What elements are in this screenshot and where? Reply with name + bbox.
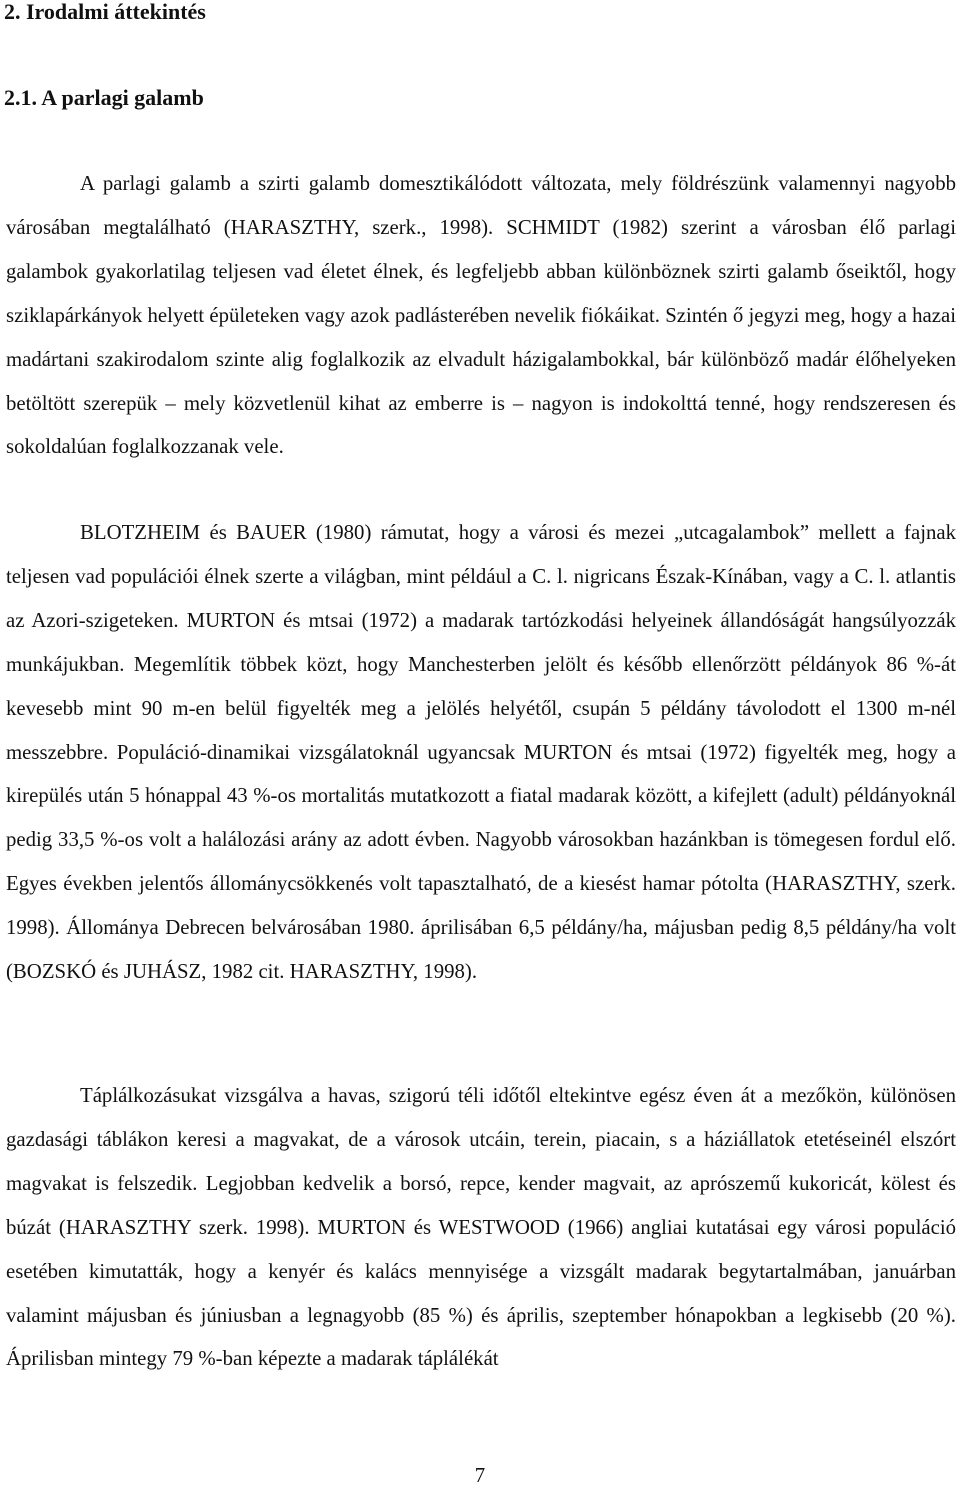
paragraph-feeding: Táplálkozásukat vizsgálva a havas, szigorú téli időtől eltekintve egész éven át a mezőkön, különösen gazdasági táblákon keresi a magvakat, de a városok utcáin, terein, piacain, s a háziállatok etetéseinél elszórt magvakat is felszedik. Legjobban kedvelik a borsó, repce, kender magvait, az aprószemű kukoricát, kölest és búzát (HARASZTHY szerk. 1998). MURTON és WESTWOOD (1966) angliai kutatásai egy városi populáció esetében kimutatták, hogy a kenyér és kalács mennyisége a vizsgált madarak begytartalmában, januárban valamint májusban és júniusban a legnagyobb (85 %) és április, szeptember hónapokban a legkisebb (20 %). Áprilisban mintegy 79 %-ban képezte a madarak táplálékát xyxy=(6,1084,956,1371)
page-number: 7 xyxy=(474,1464,486,1487)
paragraph-populations: BLOTZHEIM és BAUER (1980) rámutat, hogy a városi és mezei „utcagalambok” mellett a fajnak teljesen vad populációi élnek szerte a világban, mint például a C. l. nigricans Észak-Kínában, vagy a C. l. atlantis az Azori-szigeteken. MURTON és mtsai (1972) a madarak tartózkodási helyeinek állandóságát hangsúlyozzák munkájukban. Megemlítik többek közt, hogy Manchesterben jelölt és később ellenőrzött példányok 86 %-át kevesebb mint 90 m-en belül figyelték meg a jelölés helyétől, csupán 5 példány távolodott el 1300 m-nél messzebbre. Populáció-dinamikai vizsgálatoknál ugyancsak MURTON és mtsai (1972) figyelték meg, hogy a kirepülés után 5 hónappal 43 %-os mortalitás mutatkozott a fiatal madarak között, a kifejlett (adult) példányoknál pedig 33,5 %-os volt a halálozási arány az adott évben. Nagyobb városokban hazánkban is tömegesen fordul elő. Egyes években jelentős állománycsökkenés volt tapasztalható, de a kiesést hamar pótolta (HARASZTHY, szerk. 1998). Állománya Debrecen belvárosában 1980. áprilisában 6,5 példány/ha, májusban pedig 8,5 példány/ha volt (BOZSKÓ és JUHÁSZ, 1982 cit. HARASZTHY, 1998). xyxy=(6,521,956,984)
paragraph-intro: A parlagi galamb a szirti galamb domesztikálódott változata, mely földrészünk valamennyi nagyobb városában megtalálható (HARASZTHY, szerk., 1998). SCHMIDT (1982) szerint a városban élő parlagi galambok gyakorlatilag teljesen vad életet élnek, és legfeljebb abban különböznek szirti galamb őseiktől, hogy sziklapárkányok helyett épületeken vagy azok padlásterében nevelik fiókáikat. Szintén ő jegyzi meg, hogy a hazai madártani szakirodalom szinte alig foglalkozik az elvadult házigalambokkal, bár különböző madár élőhelyeken betöltött szerepük – mely közvetlenül kihat az emberre is – nagyon is indokolttá tenné, hogy rendszeresen és sokoldalúan foglalkozzanak vele. xyxy=(6,172,956,459)
chapter-heading: 2. Irodalmi áttekintés xyxy=(4,0,206,24)
section-heading: 2.1. A parlagi galamb xyxy=(4,85,204,110)
